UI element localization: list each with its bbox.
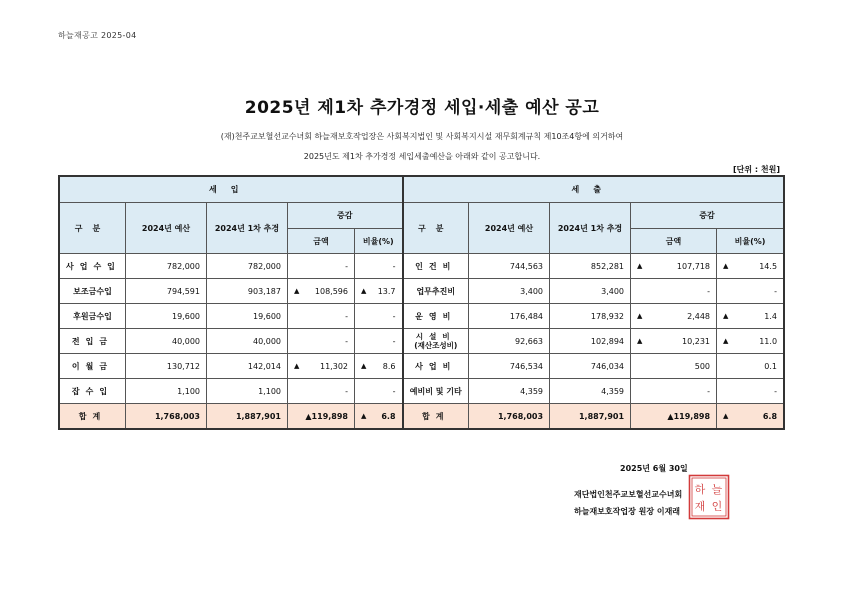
expense-row-supplementary: 102,894: [550, 329, 631, 354]
expense-total-supplementary: 1,887,901: [550, 404, 631, 429]
expense-total-label: 합계: [403, 404, 469, 429]
expense-supplementary-header: 2024년 1차 추경: [550, 203, 631, 254]
expense-total-budget: 1,768,003: [469, 404, 550, 429]
revenue-row-supplementary: 142,014: [207, 354, 288, 379]
svg-text:인: 인: [711, 500, 723, 513]
revenue-row-budget: 794,591: [126, 279, 207, 304]
notice-date: 2025년 6월 30일: [620, 464, 688, 473]
increase-icon: ▲: [723, 261, 729, 270]
revenue-amount-header: 금액: [288, 229, 355, 254]
revenue-row-supplementary: 19,600: [207, 304, 288, 329]
expense-row-change-amount: -: [631, 279, 717, 304]
revenue-row-change-ratio: ▲ 8.6: [355, 354, 403, 379]
increase-icon: ▲: [723, 311, 729, 320]
revenue-row-budget: 782,000: [126, 254, 207, 279]
revenue-row-budget: 1,100: [126, 379, 207, 404]
expense-row-budget: 744,563: [469, 254, 550, 279]
expense-section-header: 세출: [403, 177, 784, 203]
revenue-supplementary-header: 2024년 1차 추경: [207, 203, 288, 254]
revenue-total-budget: 1,768,003: [126, 404, 207, 429]
expense-category-header: 구분: [403, 203, 469, 254]
revenue-ratio-header: 비율(%): [355, 229, 403, 254]
budget-rows: [60, 254, 784, 404]
revenue-row-label: 사업수입: [60, 254, 126, 279]
issuer-line-2: 하늘재보호작업장 원장 이재래: [574, 507, 681, 516]
table-row: [60, 279, 784, 304]
expense-amount-header: 금액: [631, 229, 717, 254]
expense-total-change-ratio: ▲ 6.8: [717, 404, 784, 429]
revenue-category-header: 구분: [60, 203, 126, 254]
expense-row-change-ratio: -: [717, 279, 784, 304]
document-number: 하늘재공고 2025-04: [58, 31, 137, 40]
revenue-row-change-amount: ▲ 11,302: [288, 354, 355, 379]
expense-row-budget: 92,663: [469, 329, 550, 354]
expense-row-change-amount: ▲ 10,231: [631, 329, 717, 354]
expense-row-label: 사업비: [403, 354, 469, 379]
revenue-row-change-amount: ▲ 108,596: [288, 279, 355, 304]
increase-icon: ▲: [637, 336, 643, 345]
revenue-row-change-amount: -: [288, 254, 355, 279]
svg-text:재: 재: [694, 500, 706, 513]
expense-row-change-ratio: ▲ 1.4: [717, 304, 784, 329]
expense-row-label: 인건비: [403, 254, 469, 279]
expense-ratio-header: 비율(%): [717, 229, 784, 254]
revenue-row-supplementary: 40,000: [207, 329, 288, 354]
expense-row-change-ratio: ▲ 11.0: [717, 329, 784, 354]
revenue-row-change-ratio: -: [355, 379, 403, 404]
expense-row-change-ratio: ▲ 14.5: [717, 254, 784, 279]
expense-row-label: 운영비: [403, 304, 469, 329]
revenue-row-label: 이월금: [60, 354, 126, 379]
revenue-row-change-ratio: ▲ 13.7: [355, 279, 403, 304]
expense-row-supplementary: 746,034: [550, 354, 631, 379]
expense-row-supplementary: 4,359: [550, 379, 631, 404]
table-row: [60, 329, 784, 354]
expense-row-change-ratio: -: [717, 379, 784, 404]
table-row: [60, 304, 784, 329]
increase-icon: ▲: [637, 311, 643, 320]
revenue-total-change-amount: ▲119,898: [288, 404, 355, 429]
increase-icon: ▲: [294, 286, 300, 295]
total-row: [60, 404, 784, 429]
revenue-row-change-amount: -: [288, 329, 355, 354]
revenue-row-budget: 19,600: [126, 304, 207, 329]
unit-label: [단위 : 천원]: [733, 165, 780, 174]
revenue-row-change-ratio: -: [355, 329, 403, 354]
revenue-change-header: 증감: [288, 203, 403, 229]
intro-line-2: 2025년도 제1차 추가경정 세입세출예산을 아래와 같이 공고합니다.: [303, 152, 541, 161]
revenue-row-label: 보조금수입: [60, 279, 126, 304]
revenue-row-budget: 40,000: [126, 329, 207, 354]
expense-row-supplementary: 3,400: [550, 279, 631, 304]
expense-row-budget: 4,359: [469, 379, 550, 404]
page-title: 2025년 제1차 추가경정 세입·세출 예산 공고: [244, 98, 600, 118]
revenue-row-change-ratio: -: [355, 304, 403, 329]
table-row: [60, 354, 784, 379]
increase-icon: ▲: [361, 286, 367, 295]
increase-icon: ▲: [361, 361, 367, 370]
expense-row-label: 시설비 (재산조성비): [403, 329, 469, 354]
table-row: [60, 254, 784, 279]
revenue-row-change-ratio: -: [355, 254, 403, 279]
revenue-row-budget: 130,712: [126, 354, 207, 379]
expense-row-supplementary: 178,932: [550, 304, 631, 329]
official-seal: [688, 474, 730, 520]
revenue-row-change-amount: -: [288, 379, 355, 404]
increase-icon: ▲: [294, 361, 300, 370]
expense-row-label: 예비비 및 기타: [403, 379, 469, 404]
svg-text:하: 하: [694, 483, 706, 496]
issuer-line-1: 재단법인천주교보혈선교수녀회: [574, 490, 683, 499]
increase-icon: ▲: [361, 411, 367, 420]
expense-change-header: 증감: [631, 203, 784, 229]
expense-row-change-ratio: 0.1: [717, 354, 784, 379]
expense-row-budget: 3,400: [469, 279, 550, 304]
revenue-total-label: 합계: [60, 404, 126, 429]
expense-budget-header: 2024년 예산: [469, 203, 550, 254]
revenue-section-header: 세입: [60, 177, 403, 203]
increase-icon: ▲: [723, 336, 729, 345]
table-row: [60, 379, 784, 404]
revenue-row-label: 후원금수입: [60, 304, 126, 329]
expense-row-change-amount: ▲ 2,448: [631, 304, 717, 329]
revenue-row-supplementary: 1,100: [207, 379, 288, 404]
increase-icon: ▲: [637, 261, 643, 270]
revenue-row-label: 전입금: [60, 329, 126, 354]
revenue-row-change-amount: -: [288, 304, 355, 329]
expense-row-change-amount: 500: [631, 354, 717, 379]
expense-row-label: 업무추진비: [403, 279, 469, 304]
svg-text:늘: 늘: [711, 483, 723, 496]
budget-table: [59, 176, 784, 429]
expense-row-budget: 746,534: [469, 354, 550, 379]
revenue-total-supplementary: 1,887,901: [207, 404, 288, 429]
expense-row-change-amount: -: [631, 379, 717, 404]
revenue-budget-header: 2024년 예산: [126, 203, 207, 254]
expense-row-change-amount: ▲ 107,718: [631, 254, 717, 279]
expense-row-supplementary: 852,281: [550, 254, 631, 279]
revenue-total-change-ratio: ▲ 6.8: [355, 404, 403, 429]
increase-icon: ▲: [723, 411, 729, 420]
revenue-row-supplementary: 782,000: [207, 254, 288, 279]
expense-total-change-amount: ▲119,898: [631, 404, 717, 429]
intro-line-1: (재)천주교보혈선교수녀회 하늘재보호작업장은 사회복지법인 및 사회복지시설 재무회계규칙 제10조4항에 의거하여: [220, 132, 624, 141]
expense-row-budget: 176,484: [469, 304, 550, 329]
revenue-row-supplementary: 903,187: [207, 279, 288, 304]
revenue-row-label: 잡수입: [60, 379, 126, 404]
